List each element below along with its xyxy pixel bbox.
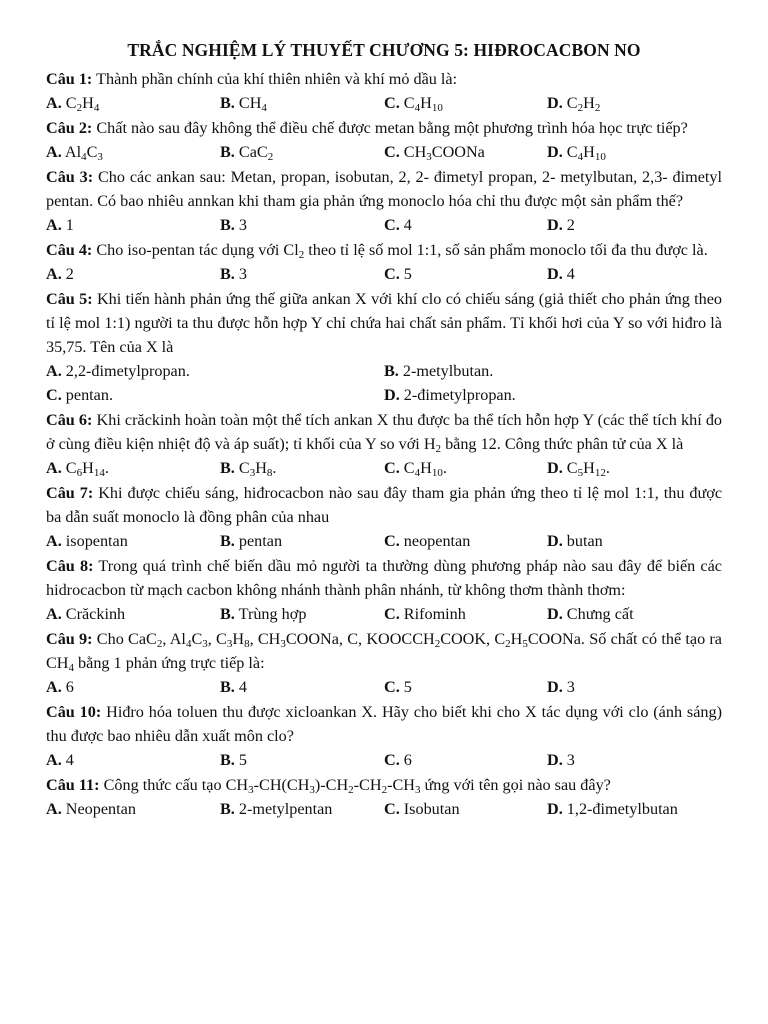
answer-option [547,675,722,699]
option-text: 4 [566,265,575,283]
answer-option [46,456,220,480]
option-letter: A. [46,678,62,696]
option-text: neopentan [403,532,471,550]
option-letter: C. [46,386,62,404]
option-letter: C. [384,459,400,477]
option-letter: D. [547,265,563,283]
option-text: 1,2-đimetylbutan [566,800,678,818]
option-text: Crăckinh [65,605,126,623]
question-label: Câu 6: [46,411,93,429]
question-label: Câu 10: [46,703,102,721]
answer-option [220,675,384,699]
option-text: 2-metylbutan. [402,362,494,380]
option-text: 5 [238,751,247,769]
question-text: Khi được chiếu sáng, hiđrocacbon nào sau đây tham gia phản ứng theo tỉ lệ mol 1:1, thu được ba dẫn suất monoclo là đồng phân của nhau [46,484,723,526]
answer-option [547,797,722,821]
answer-option [547,91,722,115]
question-label: Câu 3: [46,168,94,186]
answer-option [46,529,220,553]
option-letter: A. [46,751,62,769]
answer-option [46,91,220,115]
option-text: 3 [566,678,575,696]
question-stem [46,627,722,675]
option-text: $C_3H_8$. [238,459,277,479]
option-letter: A. [46,459,62,477]
option-letter: A. [46,532,62,550]
answer-option [547,213,722,237]
question-11 [46,773,722,821]
answer-option [220,602,384,626]
question-stem [46,554,722,602]
answer-option [46,602,220,626]
option-text: 4 [238,678,247,696]
option-text: $C_4H_{10}$. [403,459,447,479]
question-stem [46,165,722,213]
option-letter: B. [220,532,235,550]
option-letter: B. [220,265,235,283]
option-letter: B. [220,94,235,112]
option-letter: B. [220,216,235,234]
option-text: 4 [65,751,74,769]
answer-option [384,602,547,626]
answer-option [384,456,547,480]
question-stem [46,238,722,262]
question-1 [46,67,722,115]
question-3 [46,165,722,237]
answer-options [46,262,722,286]
option-text: pentan [238,532,283,550]
option-letter: B. [220,143,235,161]
answer-option [384,140,547,164]
option-letter: C. [384,800,400,818]
option-letter: C. [384,143,400,161]
option-text: 4 [403,216,412,234]
option-text: $C_6H_{14}$. [65,459,109,479]
option-letter: D. [547,532,563,550]
answer-options [46,359,722,407]
option-text: CaC$_2$ [238,143,274,163]
answer-option [46,797,220,821]
answer-option [46,140,220,164]
answer-option [220,529,384,553]
option-text: Neopentan [65,800,136,818]
option-text: Rifominh [403,605,466,623]
answer-options [46,675,722,699]
option-text: Chưng cất [566,605,634,623]
answer-option [547,748,722,772]
question-text: Cho iso-pentan tác dụng với $Cl_2$ theo tỉ lệ số mol 1:1, số sản phẩm monoclo tối đa thu được là. [96,241,708,261]
option-letter: A. [46,94,62,112]
option-text: 3 [566,751,575,769]
answer-option [220,748,384,772]
answer-option [547,456,722,480]
answer-options [46,213,722,237]
document-title: TRẮC NGHIỆM LÝ THUYẾT CHƯƠNG 5: HIĐROCACBON NO [127,40,641,60]
answer-option [220,140,384,164]
answer-option [220,262,384,286]
question-text: Thành phần chính của khí thiên nhiên và khí mỏ dầu là: [96,70,458,88]
question-stem [46,773,722,797]
question-stem [46,481,722,529]
option-text: 2 [65,265,74,283]
answer-options [46,456,722,480]
option-letter: A. [46,800,62,818]
question-stem [46,700,722,748]
question-text: Công thức cấu tạo $CH_3-CH(CH_3)-CH_2-CH_2-CH_3$ ứng với tên gọi nào sau đây? [103,776,611,796]
option-text: 5 [403,265,412,283]
question-label: Câu 4: [46,241,93,259]
option-text: 3 [238,216,247,234]
question-text: Cho các ankan sau: Metan, propan, isobutan, 2, 2- đimetyl propan, 2- metylbutan, 2,3- đimetyl pentan. Có bao nhiêu annkan khi tham gia phản ứng monoclo hóa chỉ thu được một sản phẩm thế? [46,168,722,210]
option-letter: B. [220,800,235,818]
question-label: Câu 7: [46,484,94,502]
option-text: $C_4H_{10}$ [403,94,443,114]
option-letter: D. [547,94,563,112]
option-text: 3 [238,265,247,283]
question-stem [46,408,722,456]
option-letter: B. [384,362,399,380]
question-stem [46,67,722,91]
answer-options [46,748,722,772]
answer-option [220,213,384,237]
option-letter: C. [384,265,400,283]
option-letter: D. [547,751,563,769]
option-text: 6 [403,751,412,769]
option-text: 2,2-đimetylpropan. [65,362,190,380]
option-letter: D. [384,386,400,404]
question-label: Câu 11: [46,776,100,794]
answer-option [46,359,384,383]
option-letter: C. [384,94,400,112]
option-letter: D. [547,605,563,623]
question-label: Câu 8: [46,557,94,575]
option-text: $CH_3COONa$ [403,143,485,163]
question-label: Câu 5: [46,290,93,308]
option-letter: C. [384,751,400,769]
option-text: $C_2H_2$ [566,94,601,114]
option-letter: D. [547,216,563,234]
question-7 [46,481,722,553]
option-text: isopentan [65,532,128,550]
answer-options [46,140,722,164]
answer-option [384,797,547,821]
question-9 [46,627,722,699]
option-text: 2 [566,216,575,234]
option-text: 6 [65,678,74,696]
answer-option [384,748,547,772]
question-list [46,67,722,821]
option-text: $CH_4$ [238,94,267,114]
answer-options [46,529,722,553]
answer-option [384,213,547,237]
answer-option [46,383,384,407]
answer-option [220,797,384,821]
option-letter: A. [46,143,62,161]
answer-option [46,262,220,286]
option-text: pentan. [65,386,113,404]
option-letter: A. [46,265,62,283]
question-8 [46,554,722,626]
answer-options [46,91,722,115]
answer-option [547,602,722,626]
option-letter: D. [547,459,563,477]
option-text: Trùng hợp [238,605,307,623]
option-text: $C_4H_{10}$ [566,143,606,163]
question-text: Cho CaC$_2$, $Al_4C_3$, $C_3H_8$, $CH_3COONa$, C, $KOOCCH_2COOK$, $C_2H_5COONa$. Số chất có thể tạo ra $CH_4$ bằng 1 phản ứng trực tiếp là: [46,630,722,674]
answer-option [46,213,220,237]
answer-option [384,675,547,699]
option-letter: B. [220,605,235,623]
question-10 [46,700,722,772]
question-5 [46,287,722,407]
question-text: Chất nào sau đây không thể điều chế được metan bằng một phương trình hóa học trực tiếp? [96,119,688,137]
option-letter: B. [220,751,235,769]
question-2 [46,116,722,164]
answer-option [220,91,384,115]
option-letter: C. [384,605,400,623]
answer-option [384,91,547,115]
option-letter: B. [220,678,235,696]
answer-option [220,456,384,480]
question-stem [46,116,722,140]
question-label: Câu 1: [46,70,93,88]
option-letter: D. [547,800,563,818]
option-letter: C. [384,532,400,550]
answer-option [46,675,220,699]
option-letter: B. [220,459,235,477]
question-text: Khi tiến hành phản ứng thế giữa ankan X với khí clo có chiếu sáng (giả thiết cho phản ứng theo tỉ lệ mol 1:1) người ta thu được hỗn hợp Y chỉ chứa hai chất sản phẩm. Tỉ khối hơi của Y so với hiđro là 35,75. Tên của X là [46,290,722,356]
answer-option [547,262,722,286]
option-text: 2-đimetylpropan. [403,386,516,404]
answer-option [547,529,722,553]
option-text: 2-metylpentan [238,800,333,818]
option-text: butan [566,532,603,550]
option-letter: A. [46,216,62,234]
option-text: 5 [403,678,412,696]
option-text: $C_2H_4$ [65,94,100,114]
option-letter: C. [384,216,400,234]
answer-option [384,359,722,383]
answer-options [46,602,722,626]
option-text: $Al_4C_3$ [64,143,103,163]
question-text: Hiđro hóa toluen thu được xicloankan X. Hãy cho biết khi cho X tác dụng với clo (ánh sáng) thu được bao nhiêu dẫn xuất môn clo? [46,703,722,745]
answer-option [547,140,722,164]
option-text: $C_5H_{12}$. [566,459,610,479]
question-4 [46,238,722,286]
question-stem [46,287,722,359]
option-text: Isobutan [403,800,460,818]
answer-option [384,383,722,407]
option-letter: A. [46,605,62,623]
option-letter: C. [384,678,400,696]
answer-option [384,262,547,286]
answer-options [46,797,722,821]
question-6 [46,408,722,480]
question-text: Trong quá trình chế biến dầu mỏ người ta thường dùng phương pháp nào sau đây để biến các hidrocacbon từ mạch cacbon không nhánh thành phân nhánh, từ không thơm thành thơm: [46,557,722,599]
answer-option [46,748,220,772]
option-letter: A. [46,362,62,380]
question-text: Khi crăckinh hoàn toàn một thể tích ankan X thu được ba thể tích hỗn hợp Y (các thể tích khí đo ở cùng điều kiện nhiệt độ và áp suất); tỉ khối của Y so với $H_2$ bằng 12. Công thức phân tử của X là [46,411,723,455]
question-label: Câu 9: [46,630,93,648]
question-label: Câu 2: [46,119,93,137]
answer-option [384,529,547,553]
option-letter: D. [547,678,563,696]
option-letter: D. [547,143,563,161]
option-text: 1 [65,216,74,234]
